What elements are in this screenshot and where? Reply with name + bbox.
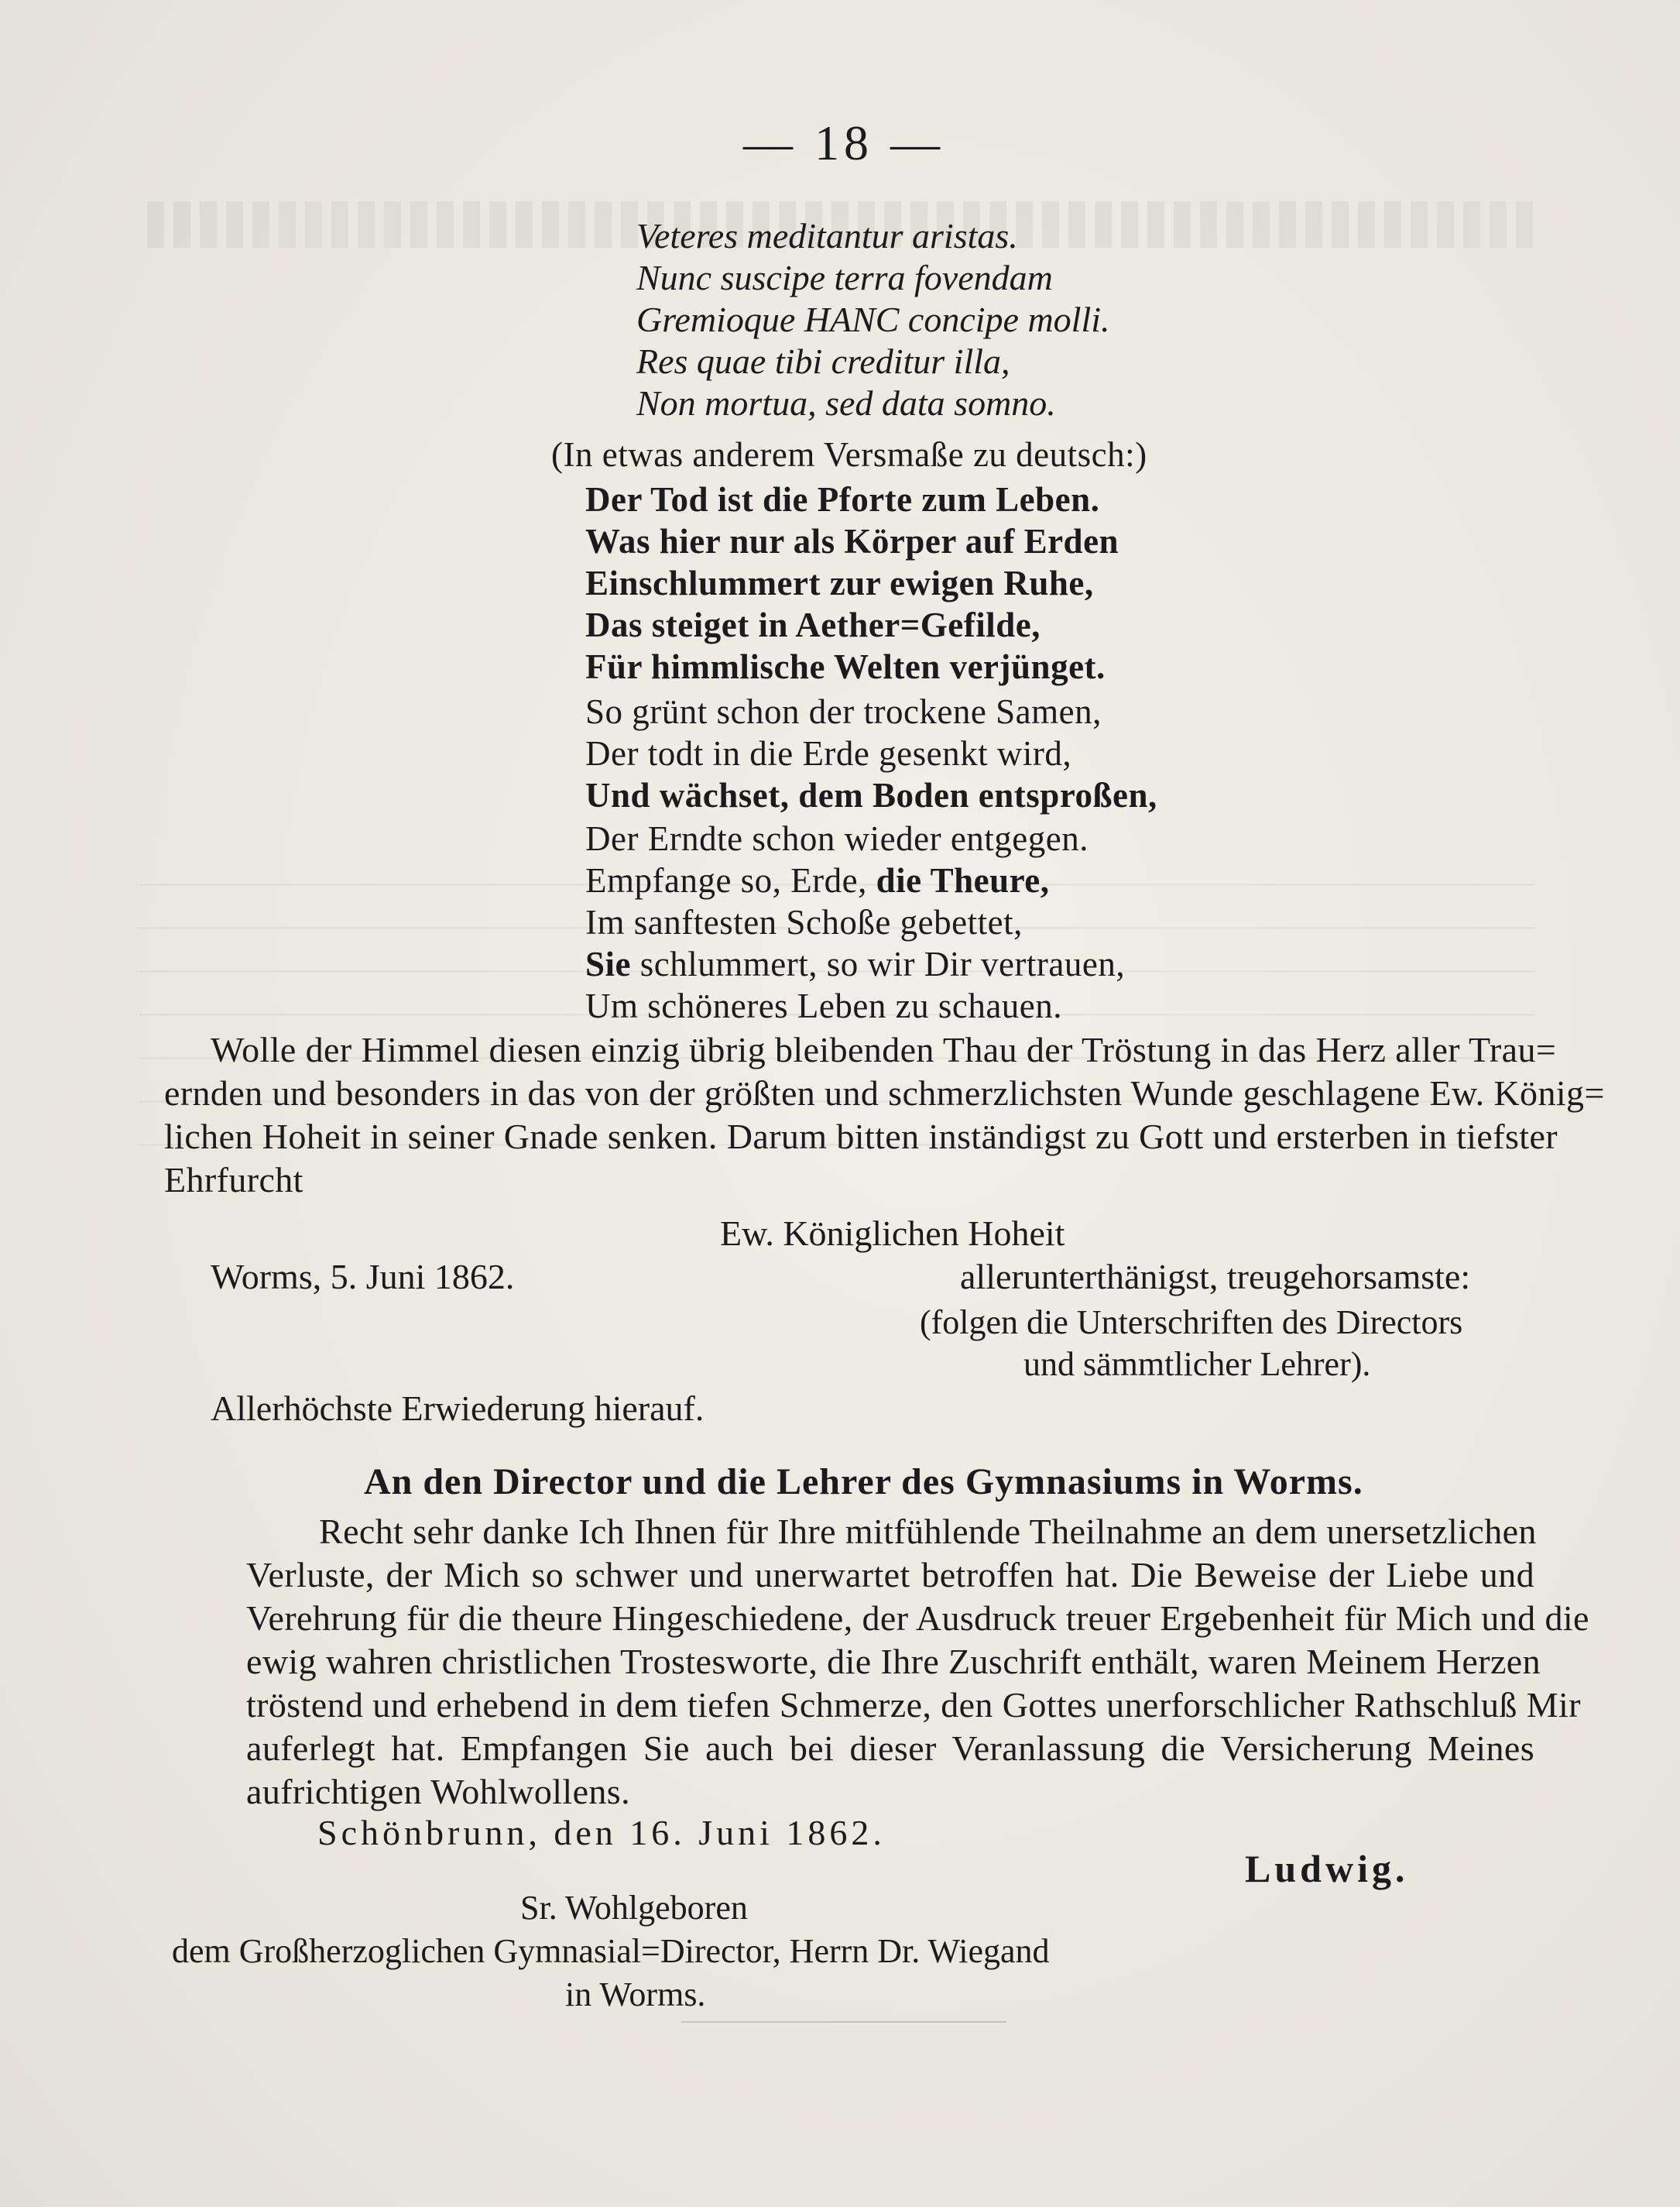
verse-emphasis: Sie	[585, 945, 632, 983]
verse-line: So grünt schon der trockene Samen,	[585, 692, 1102, 731]
letter-line: Verehrung für die theure Hingeschiedene, der Ausdruck treuer Ergebenheit für Mich und die	[246, 1598, 1589, 1638]
reply-intro: Allerhöchste Erwiederung hierauf.	[211, 1388, 705, 1428]
latin-verse-line: Gremioque HANC concipe molli.	[636, 300, 1110, 339]
signatures-note: und sämmtlicher Lehrer).	[1023, 1345, 1371, 1383]
verse-text: Empfange so, Erde,	[585, 861, 867, 900]
reply-heading: An den Director und die Lehrer des Gymnasiums in Worms.	[364, 1461, 1363, 1502]
verse-heading: (In etwas anderem Versmaße zu deutsch:)	[551, 435, 1147, 474]
verse-line: Für himmlische Welten verjünget.	[585, 647, 1106, 686]
verse-line: Im sanftesten Schoße gebettet,	[585, 903, 1023, 942]
place-date: Worms, 5. Juni 1862.	[211, 1257, 515, 1296]
verse-emphasis: die Theure,	[876, 861, 1050, 900]
verse-line: Das steiget in Aether=Gefilde,	[585, 606, 1041, 644]
signoff: allerunterthänigst, treugehorsamste:	[960, 1257, 1471, 1296]
verse-line: Was hier nur als Körper auf Erden	[585, 522, 1119, 561]
letter-line: auferlegt hat. Empfangen Sie auch bei dieser Veranlassung die Versicherung Meines	[246, 1728, 1534, 1768]
closing-paragraph	[164, 1028, 1605, 1202]
verse-line: Einschlummert zur ewigen Ruhe,	[585, 564, 1094, 602]
verse-line: Der todt in die Erde gesenkt wird,	[585, 734, 1072, 773]
verse-line	[585, 860, 1050, 901]
salutation: Ew. Königlichen Hoheit	[720, 1213, 1065, 1253]
latin-verse-line: Veteres meditantur aristas.	[636, 216, 1018, 256]
verse-line: Und wächset, dem Boden entsproßen,	[585, 776, 1157, 815]
verse-line: Der Tod ist die Pforte zum Leben.	[585, 480, 1100, 519]
verse-line: Der Erndte schon wieder entgegen.	[585, 819, 1089, 858]
verse-line: Um schöneres Leben zu schauen.	[585, 987, 1063, 1025]
address-line: Sr. Wohlgeboren	[520, 1889, 748, 1927]
signatures-note: (folgen die Unterschriften des Directors	[920, 1303, 1463, 1341]
letter-line: Recht sehr danke Ich Ihnen für Ihre mitfühlende Theilnahme an dem unersetzlichen	[319, 1512, 1537, 1551]
show-through-rule	[681, 2021, 1006, 2023]
address-line: dem Großherzoglichen Gymnasial=Director, Herrn Dr. Wiegand	[172, 1932, 1050, 1970]
latin-verse-line: Res quae tibi creditur illa,	[636, 342, 1010, 381]
paragraph-line: Wolle der Himmel diesen einzig übrig bleibenden Thau der Tröstung in das Herz aller Trau=	[211, 1030, 1557, 1069]
letter-line: tröstend und erhebend in dem tiefen Schmerze, den Gottes unerforschlicher Rathschluß Mir	[246, 1685, 1581, 1725]
latin-verse-line: Nunc suscipe terra fovendam	[636, 258, 1053, 297]
reply-letter	[246, 1510, 1589, 1814]
paragraph-line: Ehrfurcht	[164, 1160, 303, 1200]
reply-signature: Ludwig.	[1245, 1847, 1409, 1890]
reply-place-date: Schönbrunn, den 16. Juni 1862.	[317, 1813, 886, 1852]
verse-text: schlummert, so wir Dir vertrauen,	[639, 945, 1126, 983]
paragraph-line: ernden und besonders in das von der größten und schmerzlichsten Wunde geschlagene Ew. König=	[164, 1073, 1605, 1113]
latin-verse-line: Non mortua, sed data somno.	[636, 383, 1056, 423]
address-line: in Worms.	[565, 1975, 706, 2013]
verse-line	[585, 943, 1125, 985]
letter-line: aufrichtigen Wohlwollens.	[246, 1772, 631, 1811]
letter-line: Verluste, der Mich so schwer und unerwartet betroffen hat. Die Beweise der Liebe und	[246, 1555, 1534, 1594]
paragraph-line: lichen Hoheit in seiner Gnade senken. Darum bitten inständigst zu Gott und ersterben in tiefster	[164, 1117, 1558, 1156]
page-number: — 18 —	[743, 115, 945, 170]
letter-line: ewig wahren christlichen Trostesworte, die Ihre Zuschrift enthält, waren Meinem Herzen	[246, 1642, 1541, 1681]
